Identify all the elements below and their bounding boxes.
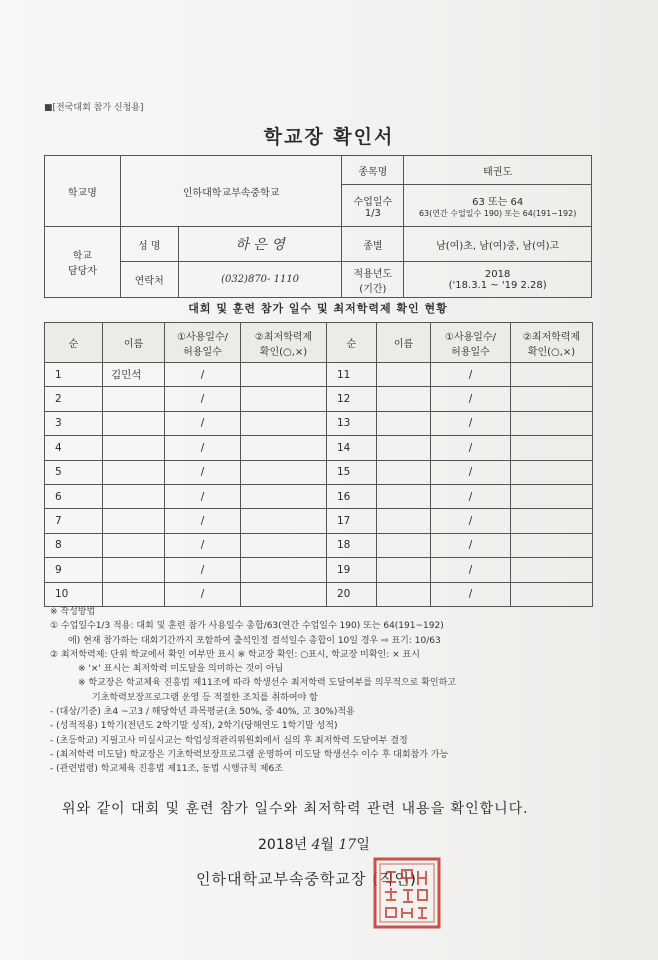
- manager-label-line1: 학교: [72, 251, 93, 262]
- col-used-days-line1: ①사용일수/: [177, 331, 228, 343]
- row-used-days: /: [165, 484, 241, 508]
- row-seq: 8: [45, 533, 103, 557]
- row-used-days-right: /: [431, 411, 511, 435]
- row-name: [103, 411, 165, 435]
- contact-value: (032)870- 1110: [178, 262, 342, 298]
- row-name: [103, 387, 165, 411]
- note-item: ② 최저학력제: 단위 학교에서 확인 여부만 표시 ※ 학교장 확인: ○표시, 학교장 미확인: × 표시: [50, 649, 420, 660]
- row-name: [103, 558, 165, 582]
- school-name-label: 학교명: [45, 156, 121, 227]
- table-row: [45, 533, 593, 557]
- event-value: 태권도: [404, 156, 592, 185]
- apply-period: ('18.3.1 ~ '19 2.28): [448, 279, 547, 291]
- manager-name-value: 하 은 영: [178, 227, 342, 262]
- date-day: 17: [338, 837, 357, 853]
- row-name: [103, 509, 165, 533]
- row-seq: 7: [45, 509, 103, 533]
- seal-label: (직인): [372, 870, 417, 888]
- row-min-academic: [241, 363, 327, 387]
- name-label: 성 명: [120, 227, 178, 262]
- row-name-right: [377, 558, 431, 582]
- col-min-academic-line1: ②최저학력제: [254, 331, 313, 343]
- row-used-days: /: [165, 411, 241, 435]
- official-seal-icon: [372, 856, 442, 930]
- row-name-right: [377, 484, 431, 508]
- row-used-days-right: /: [431, 363, 511, 387]
- row-min-academic: [241, 558, 327, 582]
- row-min-academic: [241, 411, 327, 435]
- row-used-days: /: [165, 509, 241, 533]
- row-seq-right: 19: [327, 558, 377, 582]
- row-seq-right: 18: [327, 533, 377, 557]
- row-used-days: /: [165, 533, 241, 557]
- row-seq: 6: [45, 484, 103, 508]
- col-seq-right: 순: [327, 323, 377, 363]
- row-used-days-right: /: [431, 582, 511, 606]
- row-seq-right: 14: [327, 436, 377, 460]
- table-row: [45, 436, 593, 460]
- row-seq-right: 16: [327, 484, 377, 508]
- class-days-value: [404, 185, 592, 227]
- row-used-days: /: [165, 558, 241, 582]
- note-item: 기초학력보장프로그램 운영 등 적절한 조치를 취하여야 함: [92, 692, 318, 703]
- section-title: 대회 및 훈련 참가 일수 및 최저학력제 확인 현황: [188, 302, 448, 315]
- row-seq: 5: [45, 460, 103, 484]
- table-row: [45, 363, 593, 387]
- col-seq: 순: [45, 323, 103, 363]
- page-title: 학교장 확인서: [263, 126, 395, 148]
- col-name-right: 이름: [377, 323, 431, 363]
- table-row: [45, 582, 593, 606]
- date-day-unit: 일: [356, 837, 370, 853]
- row-name-right: [377, 533, 431, 557]
- row-name-right: [377, 411, 431, 435]
- row-name-right: [377, 387, 431, 411]
- col-min-academic: [241, 323, 327, 363]
- row-min-academic-right: [511, 582, 593, 606]
- apply-period-label: (기간): [359, 283, 387, 295]
- table-row: [45, 460, 593, 484]
- row-name: [103, 484, 165, 508]
- row-used-days-right: /: [431, 484, 511, 508]
- row-min-academic: [241, 436, 327, 460]
- seal-graphic: [372, 856, 442, 930]
- class-days-label-text: 수업일수: [353, 196, 393, 208]
- row-name-right: [377, 363, 431, 387]
- table-row: [45, 411, 593, 435]
- writing-instructions: [50, 605, 610, 777]
- col-used-days-line2: 허용일수: [183, 346, 222, 358]
- row-name: [103, 533, 165, 557]
- row-seq: 4: [45, 436, 103, 460]
- row-name-right: [377, 582, 431, 606]
- row-seq-right: 12: [327, 387, 377, 411]
- row-name: [103, 460, 165, 484]
- note-item: - (최저학력 미도달) 학교장은 기초학력보장프로그램 운영하여 미도달 학생선수 이수 후 대회참가 가능: [50, 749, 449, 760]
- row-min-academic: [241, 387, 327, 411]
- school-name-value: 인하대학교부속중학교: [120, 156, 342, 227]
- row-seq-right: 20: [327, 582, 377, 606]
- row-used-days-right: /: [431, 387, 511, 411]
- row-name: 김민석: [103, 363, 165, 387]
- row-name: [103, 582, 165, 606]
- row-seq-right: 11: [327, 363, 377, 387]
- row-min-academic-right: [511, 363, 593, 387]
- row-seq-right: 13: [327, 411, 377, 435]
- row-seq: 9: [45, 558, 103, 582]
- row-name-right: [377, 436, 431, 460]
- note-item: - (초등학교) 지필고사 미실시교는 학업성적관리위원회에서 심의 후 최저학력 도달여부 결정: [50, 735, 408, 746]
- note-item: ※ '×' 표시는 최저학력 미도달을 의미하는 것이 아님: [78, 664, 284, 675]
- row-min-academic: [241, 484, 327, 508]
- row-min-academic-right: [511, 411, 593, 435]
- row-min-academic-right: [511, 460, 593, 484]
- apply-year-label: [342, 262, 404, 298]
- date-month-unit: 월: [320, 837, 335, 853]
- row-seq-right: 15: [327, 460, 377, 484]
- col-used-days-right-line2: 허용일수: [451, 346, 490, 358]
- class-days-main: 63 또는 64: [472, 196, 524, 208]
- contact-label: 연락처: [120, 262, 178, 298]
- class-days-label: [342, 185, 404, 227]
- apply-year-value: [404, 262, 592, 298]
- row-min-academic-right: [511, 558, 593, 582]
- info-table: [44, 155, 592, 298]
- manager-label-line2: 담당자: [67, 266, 97, 277]
- note-item: - (대상/기준) 초4 ~고3 / 해당학년 과목평균(초 50%, 중 40%, 고 30%)적용: [50, 707, 355, 718]
- table-row: [45, 387, 593, 411]
- row-used-days: /: [165, 363, 241, 387]
- row-min-academic-right: [511, 484, 593, 508]
- date-year: 2018년: [258, 837, 308, 853]
- row-used-days: /: [165, 436, 241, 460]
- note-heading: ※ 작성방법: [50, 607, 96, 617]
- row-seq: 2: [45, 387, 103, 411]
- category-label: 종별: [342, 227, 404, 262]
- event-label: 종목명: [342, 156, 404, 185]
- row-used-days-right: /: [431, 533, 511, 557]
- table-row: [45, 484, 593, 508]
- table-row: [45, 558, 593, 582]
- issue-date: [258, 834, 370, 854]
- row-used-days-right: /: [431, 509, 511, 533]
- table-header-row: [45, 323, 593, 363]
- col-min-academic-right: [511, 323, 593, 363]
- row-seq: 3: [45, 411, 103, 435]
- signer-name: 인하대학교부속중학교장: [196, 870, 367, 888]
- row-min-academic: [241, 582, 327, 606]
- row-min-academic: [241, 533, 327, 557]
- date-month: 4: [311, 837, 321, 853]
- row-used-days-right: /: [431, 558, 511, 582]
- form-type-label: ■[전국대회 참가 신청용]: [44, 103, 144, 113]
- note-item: 에) 현재 참가하는 대회기간까지 포함하여 출석인정 결석일수 총합이 10일 경우 ⇨ 표기: 10/63: [68, 635, 441, 646]
- row-min-academic: [241, 460, 327, 484]
- col-min-academic-line2: 확인(○,×): [259, 346, 308, 358]
- row-min-academic-right: [511, 436, 593, 460]
- row-used-days-right: /: [431, 460, 511, 484]
- row-name-right: [377, 509, 431, 533]
- row-name-right: [377, 460, 431, 484]
- col-min-academic-right-line2: 확인(○,×): [527, 346, 576, 358]
- category-value: 남(여)초, 남(여)중, 남(여)고: [404, 227, 592, 262]
- col-min-academic-right-line1: ②최저학력제: [522, 331, 581, 343]
- confirmation-statement: 위와 같이 대회 및 훈련 참가 일수와 최저학력 관련 내용을 확인합니다.: [62, 801, 529, 817]
- apply-year-label-text: 적용년도: [353, 268, 393, 280]
- participation-table: [44, 322, 593, 607]
- class-days-fraction: 1/3: [364, 207, 381, 219]
- note-item: - (관련법령) 학교체육 진흥법 제11조, 동법 시행규칙 제6조: [50, 764, 283, 775]
- col-name: 이름: [103, 323, 165, 363]
- row-seq: 10: [45, 582, 103, 606]
- col-used-days-right-line1: ①사용일수/: [445, 331, 496, 343]
- note-item: ※ 학교장은 학교체육 진흥법 제11조에 따라 학생선수 최저학력 도달여부를 의무적으로 확인하고: [78, 678, 456, 689]
- manager-label: [45, 227, 121, 298]
- table-row: [45, 509, 593, 533]
- row-min-academic: [241, 509, 327, 533]
- col-used-days-right: [431, 323, 511, 363]
- note-item: ① 수업일수1/3 적용: 대회 및 훈련 참가 사용일수 총합/63(연간 수업일수 190) 또는 64(191~192): [50, 621, 444, 632]
- row-used-days-right: /: [431, 436, 511, 460]
- col-used-days: [165, 323, 241, 363]
- class-days-detail: 63(연간 수업일수 190) 또는 64(191~192): [418, 208, 577, 218]
- row-min-academic-right: [511, 533, 593, 557]
- row-min-academic-right: [511, 509, 593, 533]
- row-seq-right: 17: [327, 509, 377, 533]
- apply-year: 2018: [484, 268, 511, 280]
- row-min-academic-right: [511, 387, 593, 411]
- row-seq: 1: [45, 363, 103, 387]
- row-used-days: /: [165, 387, 241, 411]
- row-used-days: /: [165, 460, 241, 484]
- row-used-days: /: [165, 582, 241, 606]
- note-item: - (성적적용) 1학기(전년도 2학기말 성적), 2학기(당해연도 1학기말 성적): [50, 721, 338, 732]
- row-name: [103, 436, 165, 460]
